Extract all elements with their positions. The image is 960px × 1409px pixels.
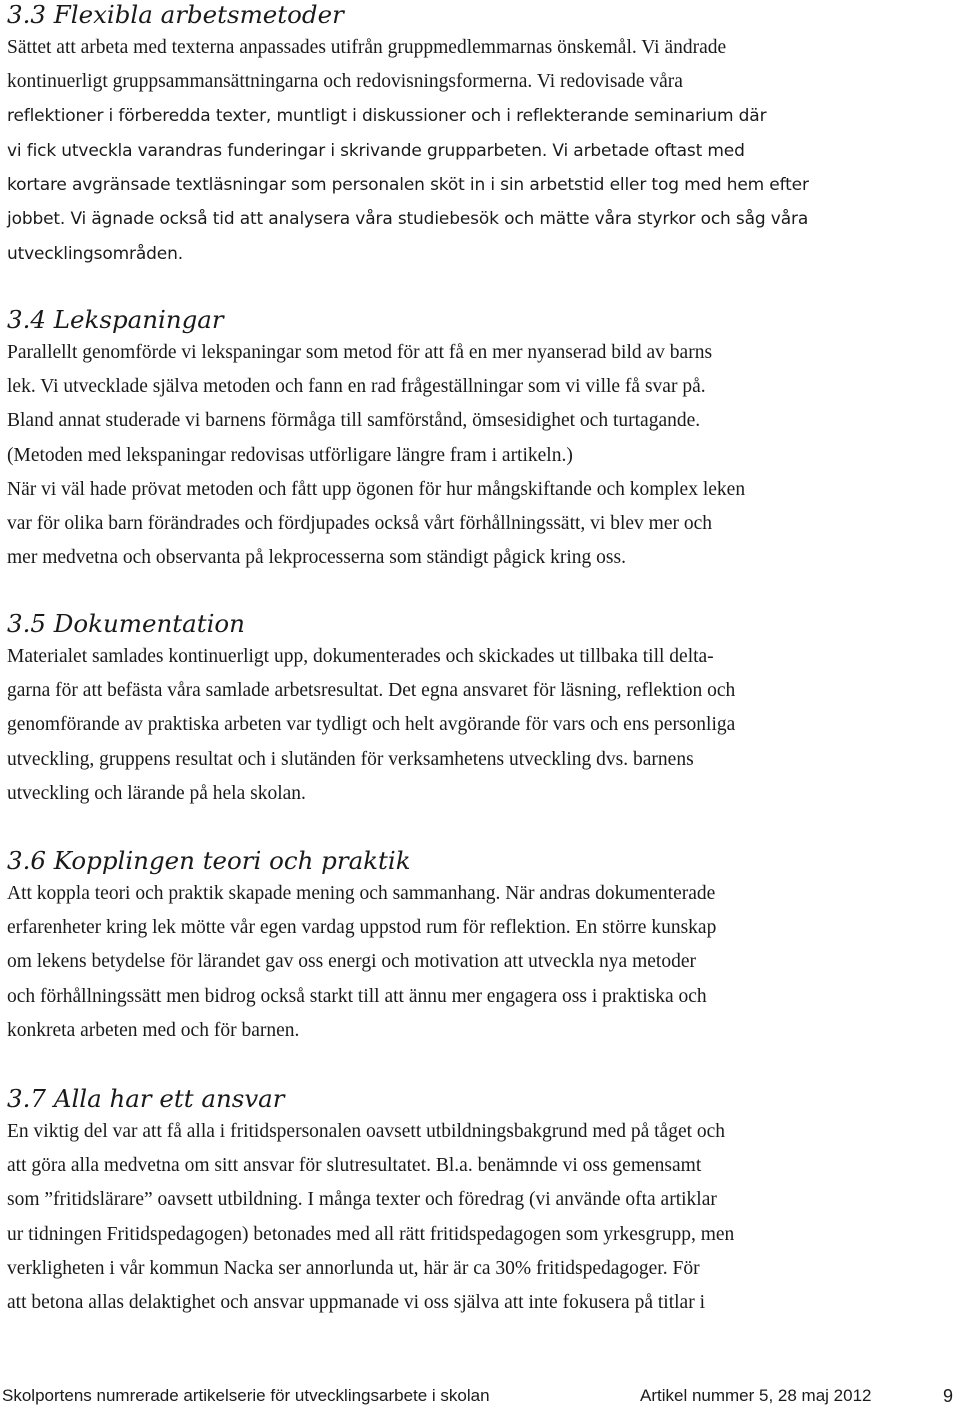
- text-line: utveckling, gruppens resultat och i slutänden för verksamhetens utveckling dvs. barnens: [7, 748, 694, 770]
- section-paragraph: [7, 1115, 907, 1320]
- text-line: jobbet. Vi ägnade också tid att analysera våra studiebesök och mätte våra styrkor och såg våra: [7, 209, 809, 230]
- text-line: genomförande av praktiska arbeten var tydligt och helt avgörande för vars och ens personliga: [7, 714, 736, 736]
- text-line: vi fick utveckla varandras funderingar i skrivande grupparbeten. Vi arbetade oftast med: [7, 140, 745, 161]
- text-line: och förhållningssätt men bidrog också starkt till att ännu mer engagera oss i praktiska och: [7, 985, 707, 1007]
- text-line: utvecklingsområden.: [7, 243, 183, 264]
- text-line: (Metoden med lekspaningar redovisas utförligare längre fram i artikeln.): [7, 444, 573, 466]
- text-line: konkreta arbeten med och för barnen.: [7, 1019, 300, 1041]
- text-line: kontinuerligt gruppsammansättningarna och redovisningsformerna. Vi redovisade våra: [7, 71, 683, 93]
- section-heading: 3.4 Lekspaningar: [7, 305, 224, 334]
- text-line: mer medvetna och observanta på lekprocesserna som ständigt pågick kring oss.: [7, 547, 626, 569]
- section-paragraph: [7, 640, 907, 811]
- text-line: Att koppla teori och praktik skapade mening och sammanhang. När andras dokumenterade: [7, 883, 716, 904]
- footer-article-info: Artikel nummer 5, 28 maj 2012: [640, 1386, 872, 1405]
- text-line: kortare avgränsade textläsningar som personalen sköt in i sin arbetstid eller tog med hem efter: [7, 175, 809, 195]
- text-line: Parallellt genomförde vi lekspaningar som metod för att få en mer nyanserad bild av barns: [7, 342, 713, 363]
- text-line: Materialet samlades kontinuerligt upp, dokumenterades och skickades ut tillbaka till delta-: [7, 646, 714, 667]
- section-paragraph-sans: [7, 99, 907, 270]
- footer-series-title: Skolportens numrerade artikelserie för utvecklingsarbete i skolan: [2, 1386, 490, 1405]
- text-line: erfarenheter kring lek mötte vår egen vardag uppstod rum för reflektion. En större kunskap: [7, 917, 717, 939]
- section-3-3: [7, 0, 907, 271]
- text-line: En viktig del var att få alla i fritidspersonalen oavsett utbildningsbakgrund med på tåget och: [7, 1121, 726, 1142]
- text-line: lek. Vi utvecklade själva metoden och fann en rad frågeställningar som vi ville få svar på.: [7, 376, 706, 398]
- text-line: reflektioner i förberedda texter, muntligt i diskussioner och i reflekterande seminarium där: [7, 106, 767, 127]
- section-heading: 3.3 Flexibla arbetsmetoder: [7, 0, 344, 29]
- text-line: utveckling och lärande på hela skolan.: [7, 782, 306, 804]
- text-line: att betona allas delaktighet och ansvar uppmanade vi oss själva att inte fokusera på titlar i: [7, 1292, 705, 1314]
- section-3-6: [7, 846, 907, 1048]
- section-paragraph: [7, 31, 907, 99]
- text-line: om lekens betydelse för lärandet gav oss energi och motivation att utveckla nya metoder: [7, 951, 696, 973]
- section-3-5: [7, 609, 907, 811]
- text-line: var för olika barn förändrades och fördjupades också vårt förhållningssätt, vi blev mer och: [7, 513, 713, 535]
- section-heading: 3.7 Alla har ett ansvar: [7, 1084, 285, 1113]
- page-number: 9: [943, 1386, 954, 1406]
- section-paragraph: [7, 877, 907, 1048]
- text-line: garna för att befästa våra samlade arbetsresultat. Det egna ansvaret för läsning, reflektion och: [7, 680, 736, 702]
- section-3-7: [7, 1084, 907, 1320]
- text-line: Sättet att arbeta med texterna anpassades utifrån gruppmedlemmarnas önskemål. Vi ändrade: [7, 37, 727, 58]
- text-line: Bland annat studerade vi barnens förmåga till samförstånd, ömsesidighet och turtagande.: [7, 410, 701, 432]
- section-paragraph: [7, 336, 907, 575]
- page-footer: [0, 1386, 960, 1409]
- section-3-4: [7, 305, 907, 575]
- text-line: När vi väl hade prövat metoden och fått upp ögonen för hur mångskiftande och komplex leken: [7, 478, 746, 500]
- text-line: verkligheten i vår kommun Nacka ser annorlunda ut, här är ca 30% fritidspedagoger. För: [7, 1257, 700, 1279]
- section-heading: 3.6 Kopplingen teori och praktik: [7, 846, 411, 875]
- text-line: som ”fritidslärare” oavsett utbildning. I många texter och föredrag (vi använde ofta artiklar: [7, 1189, 717, 1211]
- section-heading: 3.5 Dokumentation: [7, 609, 245, 638]
- text-line: att göra alla medvetna om sitt ansvar för slutresultatet. Bl.a. benämnde vi oss gemensamt: [7, 1155, 702, 1177]
- text-line: ur tidningen Fritidspedagogen) betonades med all rätt fritidspedagogen som yrkesgrupp, men: [7, 1223, 735, 1245]
